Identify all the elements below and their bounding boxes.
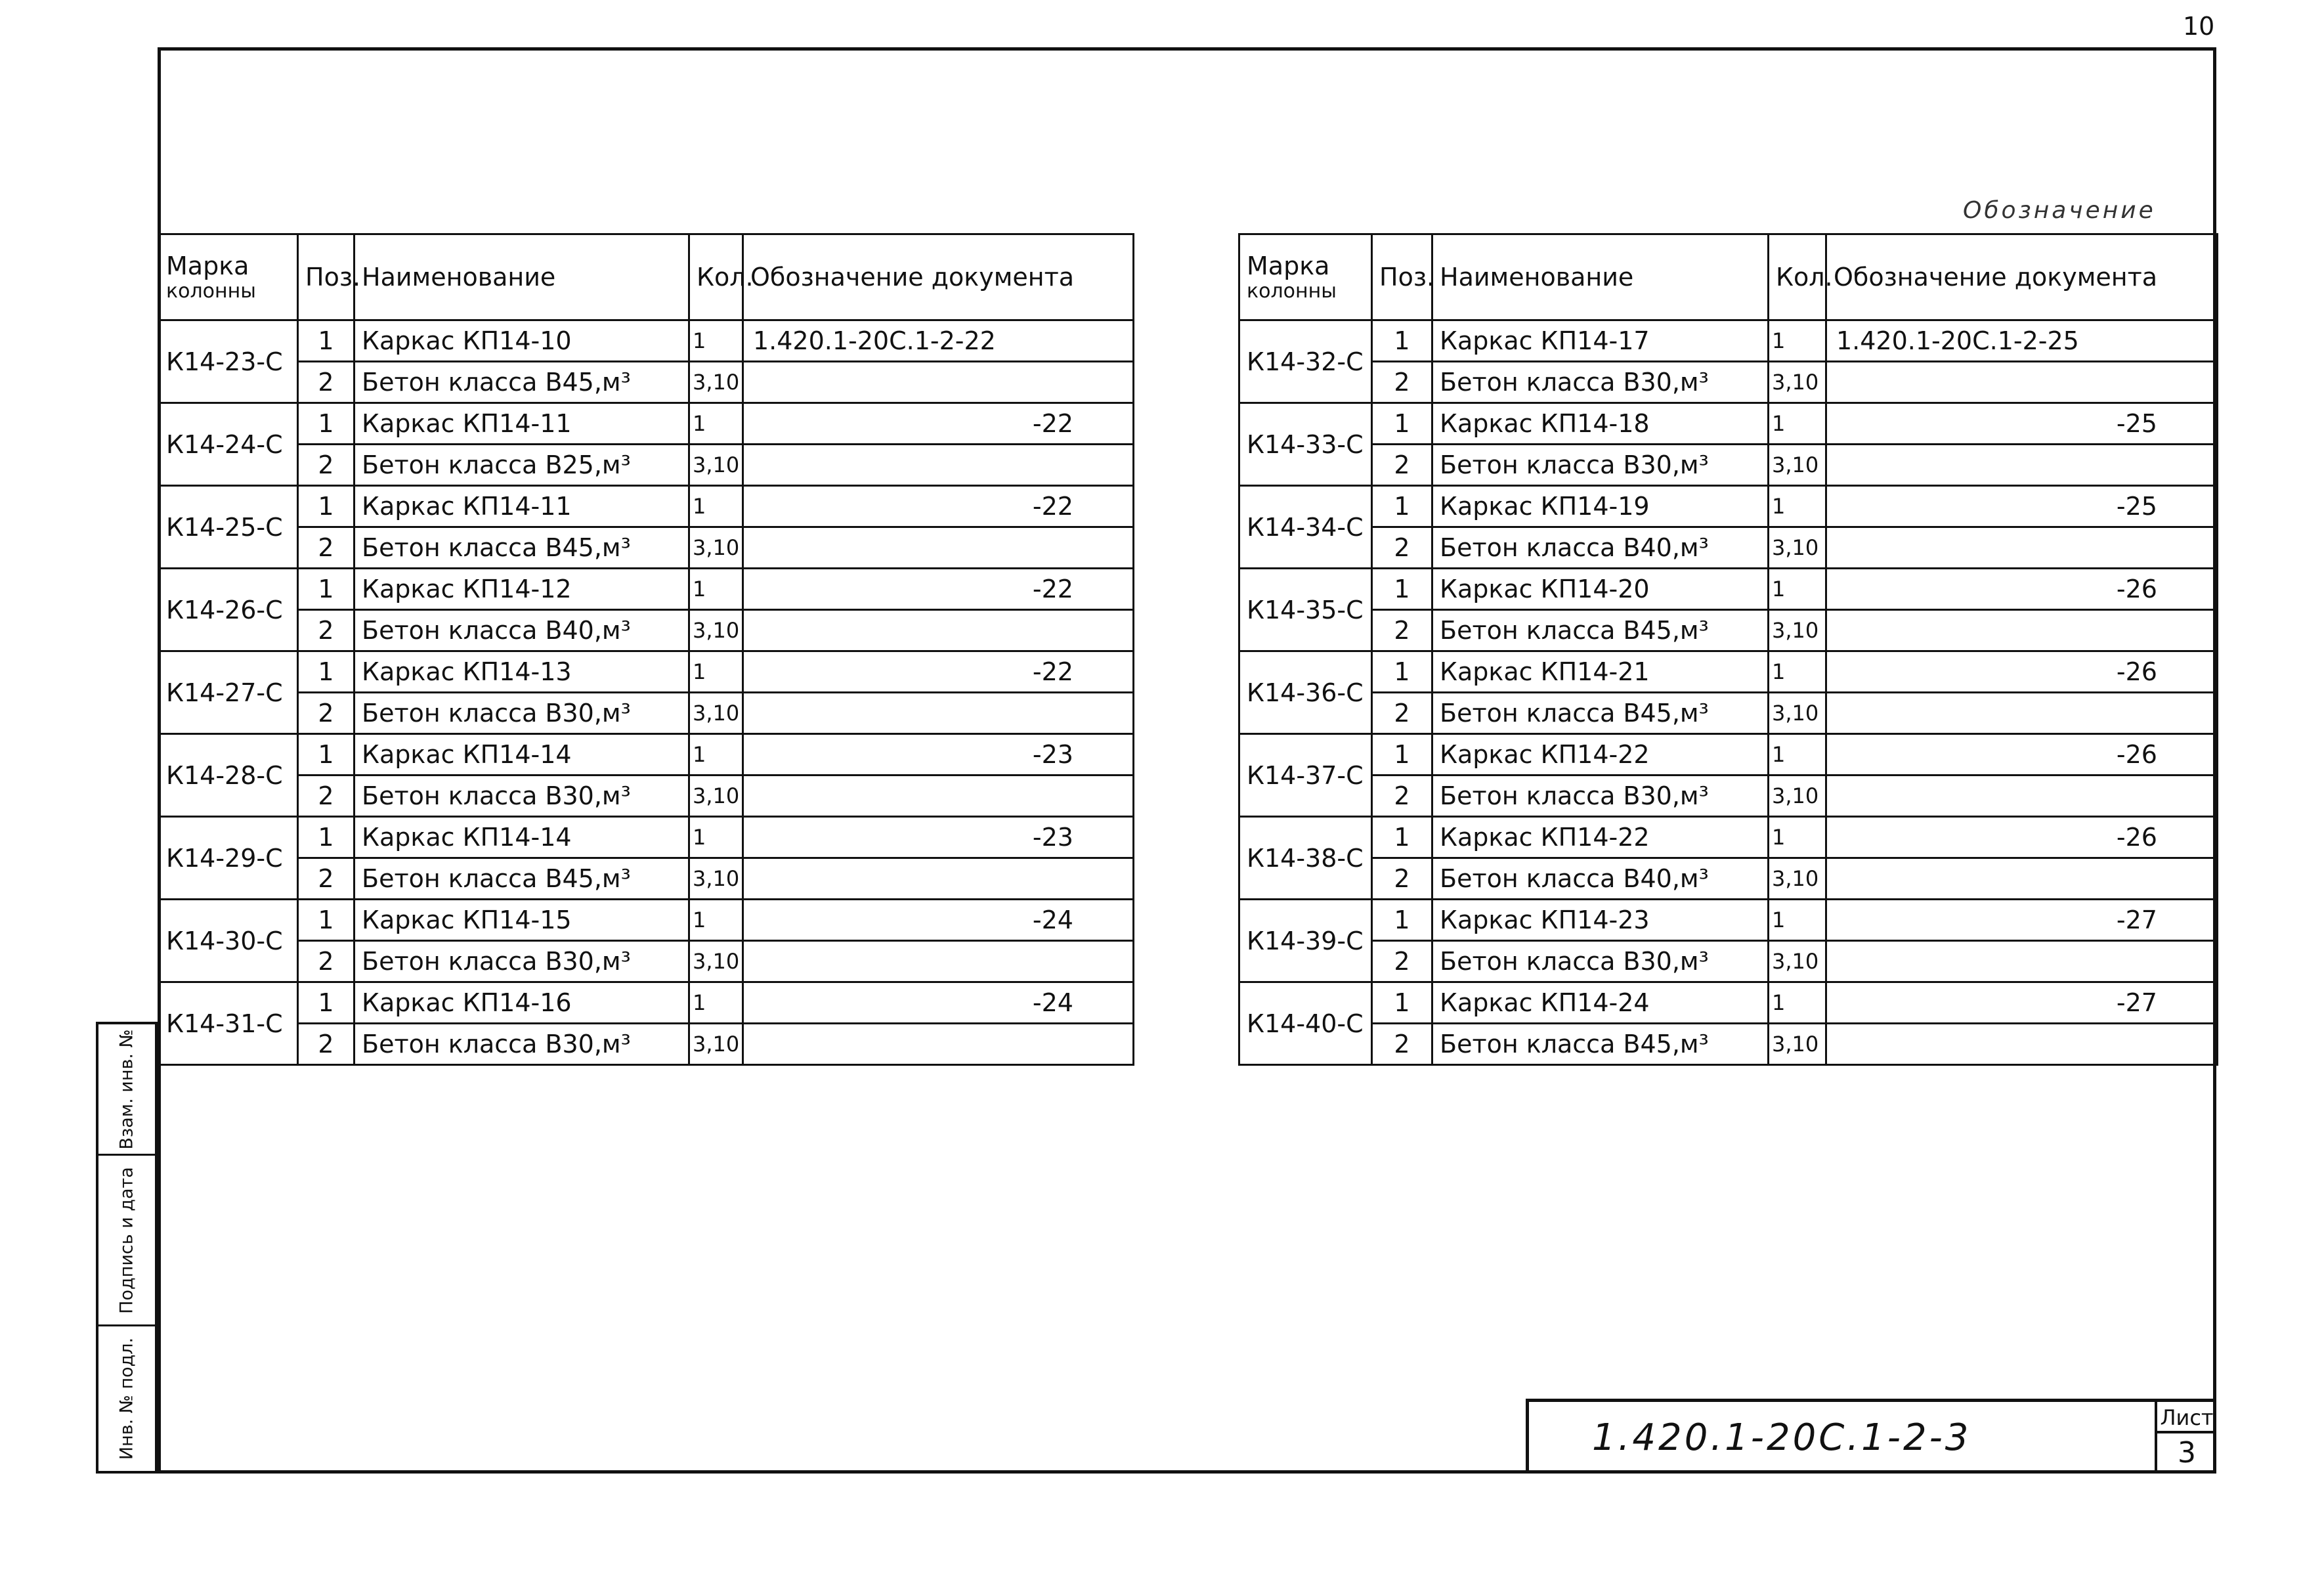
column-mark-cell: К14-25-С — [159, 486, 298, 569]
quantity-cell: 1 — [689, 486, 743, 527]
sheet-box — [2155, 1402, 2216, 1474]
document-cell: -22 — [743, 486, 1134, 527]
document-cell — [743, 941, 1134, 982]
document-cell — [1826, 445, 2218, 486]
position-cell: 2 — [298, 527, 355, 569]
header-pos: Поз. — [1372, 234, 1432, 320]
document-cell: -26 — [1826, 569, 2218, 610]
table-row — [1239, 486, 2218, 527]
document-cell: -27 — [1826, 982, 2218, 1024]
quantity-cell: 1 — [689, 734, 743, 776]
column-mark-cell: К14-26-С — [159, 569, 298, 651]
document-cell: -26 — [1826, 734, 2218, 776]
quantity-cell: 3,10 — [1769, 1024, 1826, 1065]
position-cell: 2 — [298, 693, 355, 734]
position-cell: 2 — [1372, 858, 1432, 900]
name-cell: Каркас КП14-14 — [355, 734, 689, 776]
position-cell: 1 — [298, 403, 355, 445]
name-cell: Бетон класса В30,м³ — [355, 941, 689, 982]
quantity-cell: 3,10 — [1769, 776, 1826, 817]
name-cell: Каркас КП14-22 — [1432, 734, 1769, 776]
column-mark-cell: К14-34-С — [1239, 486, 1372, 569]
position-cell: 1 — [1372, 320, 1432, 362]
column-mark-cell: К14-29-С — [159, 817, 298, 900]
column-mark-cell: К14-38-С — [1239, 817, 1372, 900]
position-cell: 2 — [1372, 362, 1432, 403]
quantity-cell: 3,10 — [1769, 527, 1826, 569]
position-cell: 2 — [1372, 527, 1432, 569]
position-cell: 1 — [1372, 982, 1432, 1024]
sheet-label: Лист — [2157, 1402, 2216, 1433]
column-mark-cell: К14-30-С — [159, 900, 298, 982]
document-cell — [743, 1024, 1134, 1065]
quantity-cell: 1 — [689, 569, 743, 610]
name-cell: Каркас КП14-10 — [355, 320, 689, 362]
document-cell: -23 — [743, 817, 1134, 858]
table-row — [159, 320, 1134, 362]
side-cell-replacement — [98, 1024, 155, 1156]
position-cell: 1 — [1372, 651, 1432, 693]
document-cell: -22 — [743, 651, 1134, 693]
table-row — [159, 1024, 1134, 1065]
document-cell — [1826, 610, 2218, 651]
quantity-cell: 1 — [1769, 900, 1826, 941]
table-row — [159, 817, 1134, 858]
position-cell: 1 — [298, 651, 355, 693]
document-cell — [743, 858, 1134, 900]
header-mark — [1239, 234, 1372, 320]
name-cell: Каркас КП14-12 — [355, 569, 689, 610]
position-cell: 2 — [1372, 445, 1432, 486]
position-cell: 1 — [1372, 900, 1432, 941]
column-mark-cell: К14-27-С — [159, 651, 298, 734]
side-cell-signature — [98, 1156, 155, 1326]
quantity-cell: 1 — [1769, 569, 1826, 610]
name-cell: Каркас КП14-11 — [355, 403, 689, 445]
header-name: Наименование — [1432, 234, 1769, 320]
name-cell: Бетон класса В45,м³ — [355, 858, 689, 900]
document-cell — [743, 445, 1134, 486]
document-cell: 1.420.1-20С.1-2-25 — [1826, 320, 2218, 362]
column-mark-cell: К14-23-С — [159, 320, 298, 403]
quantity-cell: 3,10 — [1769, 610, 1826, 651]
table-row — [159, 693, 1134, 734]
name-cell: Бетон класса В45,м³ — [355, 527, 689, 569]
document-cell: -26 — [1826, 651, 2218, 693]
name-cell: Бетон класса В40,м³ — [1432, 527, 1769, 569]
quantity-cell: 1 — [689, 320, 743, 362]
column-mark-cell: К14-40-С — [1239, 982, 1372, 1065]
table-row — [1239, 982, 2218, 1024]
table-row — [159, 900, 1134, 941]
document-cell: -26 — [1826, 817, 2218, 858]
position-cell: 1 — [298, 817, 355, 858]
specification-table-left — [158, 233, 1134, 1066]
quantity-cell: 1 — [1769, 982, 1826, 1024]
header-mark-sublabel: колонны — [1247, 280, 1337, 303]
document-cell — [1826, 858, 2218, 900]
name-cell: Бетон класса В30,м³ — [1432, 362, 1769, 403]
name-cell: Бетон класса В30,м³ — [1432, 445, 1769, 486]
document-cell: -24 — [743, 900, 1134, 941]
quantity-cell: 3,10 — [689, 1024, 743, 1065]
table-row — [1239, 569, 2218, 610]
header-mark-sublabel: колонны — [166, 280, 256, 303]
table-row — [159, 610, 1134, 651]
name-cell: Бетон класса В45,м³ — [355, 362, 689, 403]
quantity-cell: 1 — [1769, 734, 1826, 776]
table-row — [1239, 320, 2218, 362]
header-mark-label: Марка — [1247, 251, 1330, 280]
header-qty: Кол. — [689, 234, 743, 320]
document-cell: 1.420.1-20С.1-2-22 — [743, 320, 1134, 362]
quantity-cell: 3,10 — [689, 445, 743, 486]
table-header-row — [159, 234, 1134, 320]
position-cell: 2 — [298, 941, 355, 982]
quantity-cell: 1 — [689, 403, 743, 445]
table-body-right — [1239, 320, 2218, 1065]
title-annotation: Обозначение — [1963, 197, 2156, 224]
quantity-cell: 3,10 — [1769, 445, 1826, 486]
name-cell: Каркас КП14-24 — [1432, 982, 1769, 1024]
document-cell — [743, 693, 1134, 734]
table-row — [1239, 527, 2218, 569]
document-cell — [1826, 693, 2218, 734]
column-mark-cell: К14-24-С — [159, 403, 298, 486]
name-cell: Бетон класса В40,м³ — [1432, 858, 1769, 900]
page-number: 10 — [2183, 12, 2215, 41]
table-row — [159, 569, 1134, 610]
table-row — [159, 362, 1134, 403]
position-cell: 1 — [298, 982, 355, 1024]
table-row — [1239, 1024, 2218, 1065]
name-cell: Бетон класса В45,м³ — [1432, 1024, 1769, 1065]
column-mark-cell: К14-31-С — [159, 982, 298, 1065]
document-cell: -22 — [743, 569, 1134, 610]
position-cell: 1 — [1372, 569, 1432, 610]
position-cell: 1 — [1372, 817, 1432, 858]
document-cell — [743, 610, 1134, 651]
position-cell: 1 — [298, 900, 355, 941]
table-header-row — [1239, 234, 2218, 320]
specification-table-right — [1238, 233, 2218, 1066]
quantity-cell: 1 — [1769, 817, 1826, 858]
header-pos: Поз. — [298, 234, 355, 320]
header-name: Наименование — [355, 234, 689, 320]
name-cell: Каркас КП14-11 — [355, 486, 689, 527]
table-row — [159, 982, 1134, 1024]
document-cell: -25 — [1826, 486, 2218, 527]
document-cell — [743, 527, 1134, 569]
table-row — [159, 403, 1134, 445]
table-row — [1239, 362, 2218, 403]
table-row — [1239, 403, 2218, 445]
quantity-cell: 3,10 — [689, 776, 743, 817]
title-block-stamp — [1526, 1399, 2216, 1474]
document-cell: -27 — [1826, 900, 2218, 941]
quantity-cell: 1 — [1769, 651, 1826, 693]
quantity-cell: 3,10 — [689, 610, 743, 651]
column-mark-cell: К14-36-С — [1239, 651, 1372, 734]
sheet-number: 3 — [2178, 1436, 2196, 1470]
position-cell: 1 — [1372, 403, 1432, 445]
position-cell: 2 — [1372, 610, 1432, 651]
name-cell: Каркас КП14-18 — [1432, 403, 1769, 445]
table-row — [1239, 817, 2218, 858]
header-mark-label: Марка — [166, 251, 249, 280]
table-body-left — [159, 320, 1134, 1065]
position-cell: 2 — [298, 776, 355, 817]
table-row — [1239, 734, 2218, 776]
document-cell — [743, 362, 1134, 403]
table-row — [159, 734, 1134, 776]
document-cell — [743, 776, 1134, 817]
position-cell: 1 — [1372, 734, 1432, 776]
name-cell: Каркас КП14-16 — [355, 982, 689, 1024]
quantity-cell: 1 — [689, 817, 743, 858]
column-mark-cell: К14-39-С — [1239, 900, 1372, 982]
side-label-signature: Подпись и дата — [116, 1166, 137, 1314]
name-cell: Бетон класса В45,м³ — [1432, 610, 1769, 651]
name-cell: Бетон класса В30,м³ — [1432, 776, 1769, 817]
name-cell: Бетон класса В30,м³ — [1432, 941, 1769, 982]
quantity-cell: 1 — [1769, 320, 1826, 362]
document-cell — [1826, 941, 2218, 982]
position-cell: 2 — [298, 610, 355, 651]
document-cell: -22 — [743, 403, 1134, 445]
position-cell: 1 — [298, 320, 355, 362]
table-row — [159, 527, 1134, 569]
position-cell: 2 — [1372, 693, 1432, 734]
name-cell: Бетон класса В25,м³ — [355, 445, 689, 486]
name-cell: Каркас КП14-17 — [1432, 320, 1769, 362]
position-cell: 1 — [1372, 486, 1432, 527]
table-row — [159, 445, 1134, 486]
quantity-cell: 1 — [689, 900, 743, 941]
column-mark-cell: К14-28-С — [159, 734, 298, 817]
name-cell: Каркас КП14-23 — [1432, 900, 1769, 941]
side-label-replacement: Взам. инв. № — [116, 1028, 137, 1150]
quantity-cell: 3,10 — [689, 941, 743, 982]
table-row — [1239, 858, 2218, 900]
position-cell: 1 — [298, 569, 355, 610]
quantity-cell: 3,10 — [689, 527, 743, 569]
table-row — [159, 858, 1134, 900]
name-cell: Бетон класса В45,м³ — [1432, 693, 1769, 734]
position-cell: 2 — [298, 858, 355, 900]
header-qty: Кол. — [1769, 234, 1826, 320]
table-row — [159, 651, 1134, 693]
name-cell: Каркас КП14-13 — [355, 651, 689, 693]
document-cell — [1826, 776, 2218, 817]
table-row — [159, 941, 1134, 982]
side-strip — [96, 1022, 158, 1474]
header-doc: Обозначение документа — [1826, 234, 2218, 320]
column-mark-cell: К14-33-С — [1239, 403, 1372, 486]
document-code: 1.420.1-20С.1-2-3 — [1592, 1416, 1971, 1459]
name-cell: Каркас КП14-14 — [355, 817, 689, 858]
quantity-cell: 3,10 — [1769, 693, 1826, 734]
position-cell: 2 — [1372, 1024, 1432, 1065]
document-cell: -25 — [1826, 403, 2218, 445]
name-cell: Бетон класса В30,м³ — [355, 693, 689, 734]
column-mark-cell: К14-35-С — [1239, 569, 1372, 651]
position-cell: 2 — [298, 362, 355, 403]
table-row — [1239, 651, 2218, 693]
document-cell — [1826, 1024, 2218, 1065]
position-cell: 2 — [1372, 941, 1432, 982]
position-cell: 2 — [298, 445, 355, 486]
table-row — [159, 486, 1134, 527]
position-cell: 1 — [298, 734, 355, 776]
table-row — [1239, 900, 2218, 941]
name-cell: Каркас КП14-19 — [1432, 486, 1769, 527]
quantity-cell: 3,10 — [689, 693, 743, 734]
column-mark-cell: К14-32-С — [1239, 320, 1372, 403]
document-cell — [1826, 527, 2218, 569]
table-row — [1239, 776, 2218, 817]
position-cell: 2 — [298, 1024, 355, 1065]
table-row — [1239, 610, 2218, 651]
document-cell: -24 — [743, 982, 1134, 1024]
name-cell: Бетон класса В40,м³ — [355, 610, 689, 651]
side-label-inventory: Инв. № подл. — [116, 1337, 137, 1460]
header-doc: Обозначение документа — [743, 234, 1134, 320]
table-row — [1239, 445, 2218, 486]
table-row — [1239, 941, 2218, 982]
quantity-cell: 3,10 — [689, 858, 743, 900]
quantity-cell: 3,10 — [1769, 941, 1826, 982]
table-row — [1239, 693, 2218, 734]
side-cell-inventory — [98, 1326, 155, 1471]
name-cell: Каркас КП14-21 — [1432, 651, 1769, 693]
name-cell: Бетон класса В30,м³ — [355, 1024, 689, 1065]
name-cell: Каркас КП14-15 — [355, 900, 689, 941]
document-cell — [1826, 362, 2218, 403]
name-cell: Бетон класса В30,м³ — [355, 776, 689, 817]
quantity-cell: 3,10 — [689, 362, 743, 403]
position-cell: 2 — [1372, 776, 1432, 817]
name-cell: Каркас КП14-20 — [1432, 569, 1769, 610]
document-cell: -23 — [743, 734, 1134, 776]
quantity-cell: 3,10 — [1769, 362, 1826, 403]
quantity-cell: 3,10 — [1769, 858, 1826, 900]
position-cell: 1 — [298, 486, 355, 527]
quantity-cell: 1 — [1769, 486, 1826, 527]
quantity-cell: 1 — [689, 982, 743, 1024]
quantity-cell: 1 — [689, 651, 743, 693]
table-row — [159, 776, 1134, 817]
name-cell: Каркас КП14-22 — [1432, 817, 1769, 858]
column-mark-cell: К14-37-С — [1239, 734, 1372, 817]
quantity-cell: 1 — [1769, 403, 1826, 445]
header-mark — [159, 234, 298, 320]
